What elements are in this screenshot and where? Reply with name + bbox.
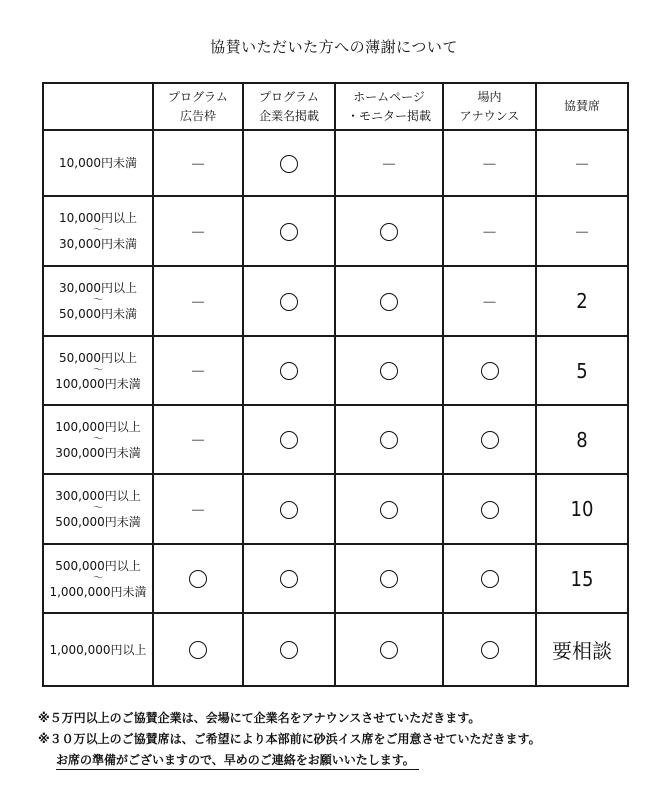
- circle-mark: [481, 362, 499, 380]
- circle-mark: [380, 431, 398, 449]
- circle-mark: [189, 641, 207, 659]
- benefit-cell-announce: [443, 266, 536, 336]
- sponsorship-table: [42, 82, 629, 687]
- dash-mark: －: [189, 222, 206, 242]
- benefit-cell-name: [243, 544, 335, 613]
- header-line: 企業名掲載: [258, 108, 319, 123]
- dash-mark: －: [380, 154, 397, 174]
- circle-mark: [280, 570, 298, 588]
- tier-from: 1,000,000円以上: [49, 642, 147, 657]
- tier-to: 100,000円未満: [55, 376, 141, 391]
- seats-value: 15: [570, 566, 594, 591]
- benefit-cell-announce: [443, 336, 536, 405]
- seats-value: －: [573, 154, 590, 174]
- benefit-cell-name: [243, 196, 335, 266]
- seats-value: 8: [576, 427, 588, 452]
- tier-tilde: ～: [93, 364, 103, 376]
- benefit-cell-ad: [153, 405, 243, 474]
- table-row: [43, 336, 628, 405]
- circle-mark: [481, 570, 499, 588]
- benefit-cell-web: [335, 336, 443, 405]
- benefit-cell-ad: [153, 613, 243, 686]
- tier-tilde: ～: [93, 503, 103, 514]
- header-line: ・モニター掲載: [346, 108, 431, 123]
- circle-mark: [380, 223, 398, 241]
- header-line: プログラム: [259, 89, 319, 104]
- benefit-cell-ad: [153, 196, 243, 266]
- benefit-cell-web: [335, 266, 443, 336]
- tier-tilde: ～: [93, 295, 103, 306]
- dash-mark: －: [189, 500, 206, 520]
- page-title: 協賛いただいた方への薄謝について: [210, 38, 458, 56]
- tier-from: 30,000円以上: [59, 281, 137, 295]
- circle-mark: [280, 293, 298, 311]
- seats-cell: [536, 474, 628, 544]
- table-row: [43, 474, 628, 544]
- tier-cell: [43, 336, 153, 405]
- circle-mark: [481, 431, 499, 449]
- dash-mark: －: [481, 292, 498, 312]
- benefit-cell-announce: [443, 405, 536, 474]
- note-announcement: ※５万円以上のご協賛企業は、会場にて企業名をアナウンスさせていただきます。: [38, 711, 481, 725]
- seats-cell: [536, 196, 628, 266]
- seats-cell: [536, 405, 628, 474]
- benefit-cell-web: [335, 544, 443, 613]
- tier-to: 500,000円未満: [55, 515, 141, 529]
- benefit-cell-ad: [153, 130, 243, 196]
- circle-mark: [280, 362, 298, 380]
- seats-cell: [536, 266, 628, 336]
- circle-mark: [280, 641, 298, 659]
- circle-mark: [481, 641, 499, 659]
- header-program-ad: [153, 83, 243, 130]
- dash-mark: －: [189, 154, 206, 174]
- tier-from: 100,000円以上: [55, 419, 141, 434]
- tier-from: 500,000円以上: [55, 558, 141, 573]
- tier-tilde: ～: [93, 225, 103, 236]
- benefit-cell-name: [243, 130, 335, 196]
- benefit-cell-name: [243, 266, 335, 336]
- table-row: [43, 196, 628, 266]
- benefit-cell-web: [335, 613, 443, 686]
- circle-mark: [380, 362, 398, 380]
- tier-from: 50,000円以上: [59, 350, 137, 365]
- tier-cell: [43, 196, 153, 266]
- note-contact-early: お席の準備がございますので、早めのご連絡をお願いいたします。: [56, 752, 419, 770]
- circle-mark: [280, 431, 298, 449]
- header-corner: [43, 83, 153, 130]
- benefit-cell-name: [243, 336, 335, 405]
- header-line: 場内: [477, 89, 502, 104]
- circle-mark: [481, 501, 499, 519]
- tier-to: 300,000円未満: [55, 445, 141, 460]
- circle-mark: [380, 293, 398, 311]
- dash-mark: －: [481, 154, 498, 174]
- header-line: ホームページ: [353, 89, 425, 104]
- benefit-cell-announce: [443, 196, 536, 266]
- benefit-cell-web: [335, 196, 443, 266]
- benefit-cell-web: [335, 474, 443, 544]
- tier-from: 10,000円以上: [59, 211, 137, 225]
- seats-value: 2: [576, 289, 588, 313]
- header-seats: [536, 83, 628, 130]
- dash-mark: －: [189, 431, 206, 450]
- tier-cell: [43, 613, 153, 686]
- seats-value: －: [573, 222, 590, 242]
- benefit-cell-announce: [443, 130, 536, 196]
- seats-cell: [536, 130, 628, 196]
- table-header-row: [43, 83, 628, 130]
- tier-cell: [43, 474, 153, 544]
- tier-cell: [43, 544, 153, 613]
- circle-mark: [380, 641, 398, 659]
- benefit-cell-web: [335, 130, 443, 196]
- table-row: [43, 544, 628, 613]
- benefit-cell-name: [243, 613, 335, 686]
- dash-mark: －: [481, 222, 498, 242]
- benefit-cell-ad: [153, 266, 243, 336]
- tier-cell: [43, 266, 153, 336]
- circle-mark: [280, 223, 298, 241]
- note-beach-seats: ※３０万以上のご協賛席は、ご希望により本部前に砂浜イス席をご用意させていただきます。: [38, 732, 541, 746]
- tier-tilde: ～: [93, 572, 103, 584]
- table-row: [43, 266, 628, 336]
- tier-cell: [43, 130, 153, 196]
- seats-value: 要相談: [552, 639, 612, 663]
- benefit-cell-announce: [443, 544, 536, 613]
- header-line: アナウンス: [459, 108, 520, 123]
- circle-mark: [280, 501, 298, 519]
- tier-tilde: ～: [93, 433, 103, 445]
- benefit-cell-ad: [153, 544, 243, 613]
- notes: [38, 708, 541, 771]
- tier-to: 50,000円未満: [59, 307, 137, 321]
- tier-from: 300,000円以上: [55, 489, 141, 503]
- table-row: [43, 613, 628, 686]
- benefit-cell-name: [243, 405, 335, 474]
- benefit-cell-ad: [153, 474, 243, 544]
- tier-to: 30,000円未満: [59, 237, 137, 251]
- dash-mark: －: [189, 362, 206, 381]
- circle-mark: [380, 501, 398, 519]
- tier-to: 1,000,000円未満: [49, 584, 147, 599]
- header-line: 広告枠: [179, 108, 216, 123]
- benefit-cell-name: [243, 474, 335, 544]
- benefit-cell-ad: [153, 336, 243, 405]
- circle-mark: [380, 570, 398, 588]
- header-line: プログラム: [168, 89, 228, 104]
- seats-value: 10: [570, 497, 594, 521]
- circle-mark: [280, 155, 298, 173]
- seats-value: 5: [576, 358, 588, 383]
- benefit-cell-announce: [443, 474, 536, 544]
- header-program-name: [243, 83, 335, 130]
- seats-cell: [536, 336, 628, 405]
- header-line: 協賛席: [563, 99, 600, 113]
- benefit-cell-web: [335, 405, 443, 474]
- seats-cell: [536, 544, 628, 613]
- dash-mark: －: [189, 292, 206, 312]
- table-row: [43, 130, 628, 196]
- header-announcement: [443, 83, 536, 130]
- header-web-monitor: [335, 83, 443, 130]
- circle-mark: [189, 570, 207, 588]
- table-row: [43, 405, 628, 474]
- tier-from: 10,000円未満: [59, 156, 137, 170]
- benefit-cell-announce: [443, 613, 536, 686]
- seats-cell: [536, 613, 628, 686]
- tier-cell: [43, 405, 153, 474]
